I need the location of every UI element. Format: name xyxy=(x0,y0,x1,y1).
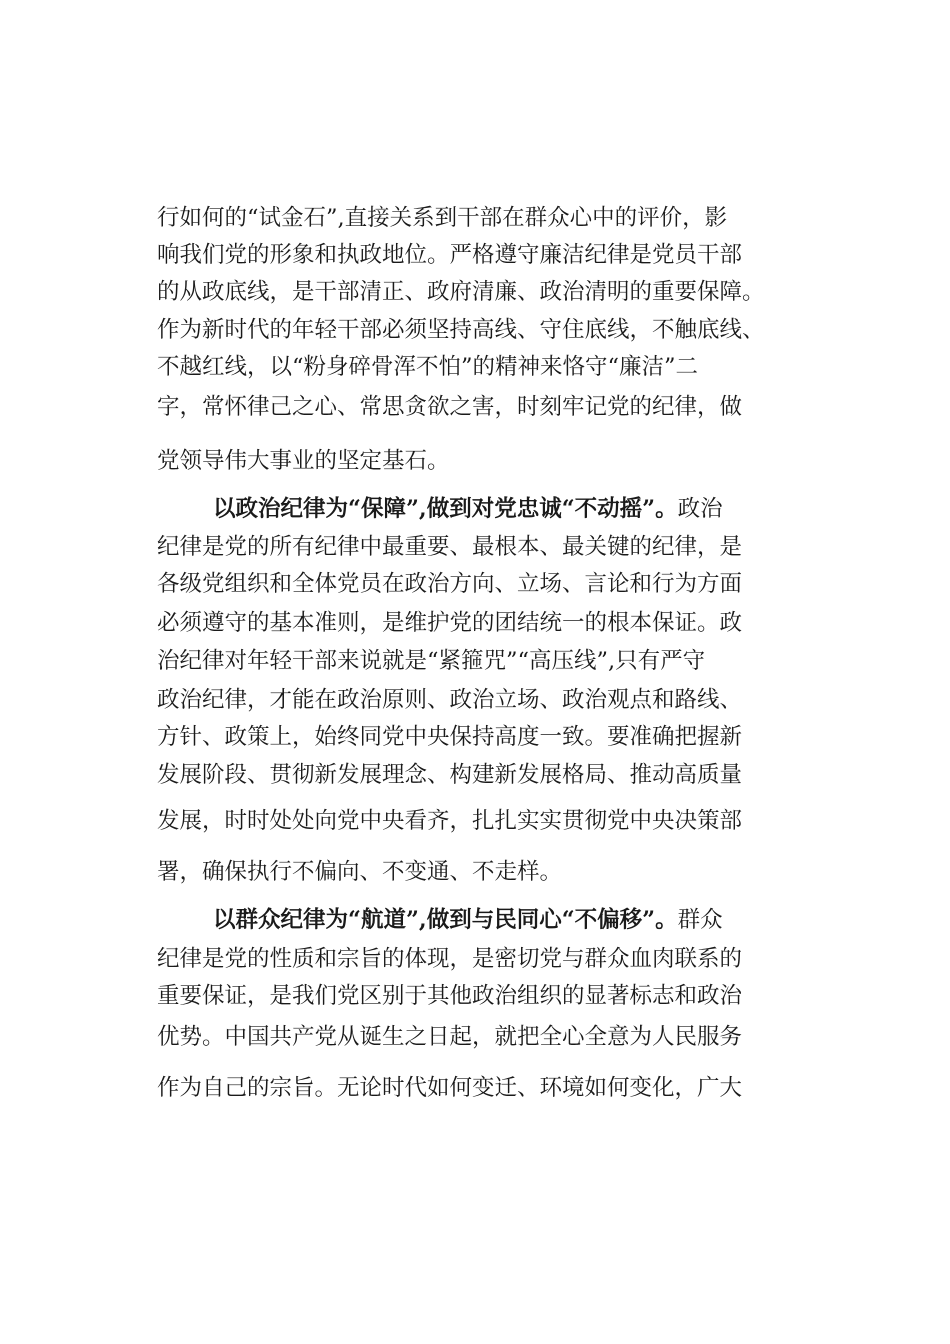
paragraph-line: 方针、政策上，始终同党中央保持高度一致。要准确把握新 xyxy=(157,724,743,750)
paragraph-line: 字，常怀律己之心、常思贪欲之害，时刻牢记党的纪律，做 xyxy=(157,394,743,420)
paragraph-line: 重要保证，是我们党区别于其他政治组织的显著标志和政治 xyxy=(157,983,743,1009)
paragraph-line: 政治纪律，才能在政治原则、政治立场、政治观点和路线、 xyxy=(157,687,743,713)
section-heading: 以群众纪律为“航道”,做到与民同心“不偏移”。 xyxy=(213,907,678,933)
heading-continuation: 政治 xyxy=(677,496,723,522)
paragraph-first-line xyxy=(157,494,723,524)
heading-continuation: 群众 xyxy=(677,907,723,933)
paragraph-line: 各级党组织和全体党员在政治方向、立场、言论和行为方面 xyxy=(157,571,743,597)
section-heading: 以政治纪律为“保障”,做到对党忠诚“不动摇”。 xyxy=(213,496,678,522)
paragraph-line: 不越红线，以“粉身碎骨浑不怕”的精神来恪守“廉洁”二 xyxy=(157,354,699,380)
paragraph-line: 响我们党的形象和执政地位。严格遵守廉洁纪律是党员干部 xyxy=(157,242,743,268)
paragraph-line: 必须遵守的基本准则，是维护党的团结统一的根本保证。政 xyxy=(157,610,743,636)
paragraph-line: 作为新时代的年轻干部必须坚持高线、守住底线，不触底线、 xyxy=(157,317,765,343)
paragraph-line: 纪律是党的性质和宗旨的体现，是密切党与群众血肉联系的 xyxy=(157,946,743,972)
paragraph-line: 署，确保执行不偏向、不变通、不走样。 xyxy=(157,859,563,885)
paragraph-first-line xyxy=(157,905,723,935)
paragraph-line: 的从政底线，是干部清正、政府清廉、政治清明的重要保障。 xyxy=(157,279,765,305)
paragraph-line: 行如何的“试金石”,直接关系到干部在群众心中的评价，影 xyxy=(157,205,728,231)
paragraph-line: 治纪律对年轻干部来说就是“紧箍咒”“高压线”,只有严守 xyxy=(157,648,706,674)
paragraph-line: 党领导伟大事业的坚定基石。 xyxy=(157,448,450,474)
paragraph-line: 发展阶段、贯彻新发展理念、构建新发展格局、推动高质量 xyxy=(157,762,743,788)
paragraph-line: 作为自己的宗旨。无论时代如何变迁、环境如何变化，广大 xyxy=(157,1075,743,1101)
paragraph-line: 发展，时时处处向党中央看齐，扎扎实实贯彻党中央决策部 xyxy=(157,808,743,834)
paragraph-line: 纪律是党的所有纪律中最重要、最根本、最关键的纪律，是 xyxy=(157,534,743,560)
paragraph-line: 优势。中国共产党从诞生之日起，就把全心全意为人民服务 xyxy=(157,1024,743,1050)
